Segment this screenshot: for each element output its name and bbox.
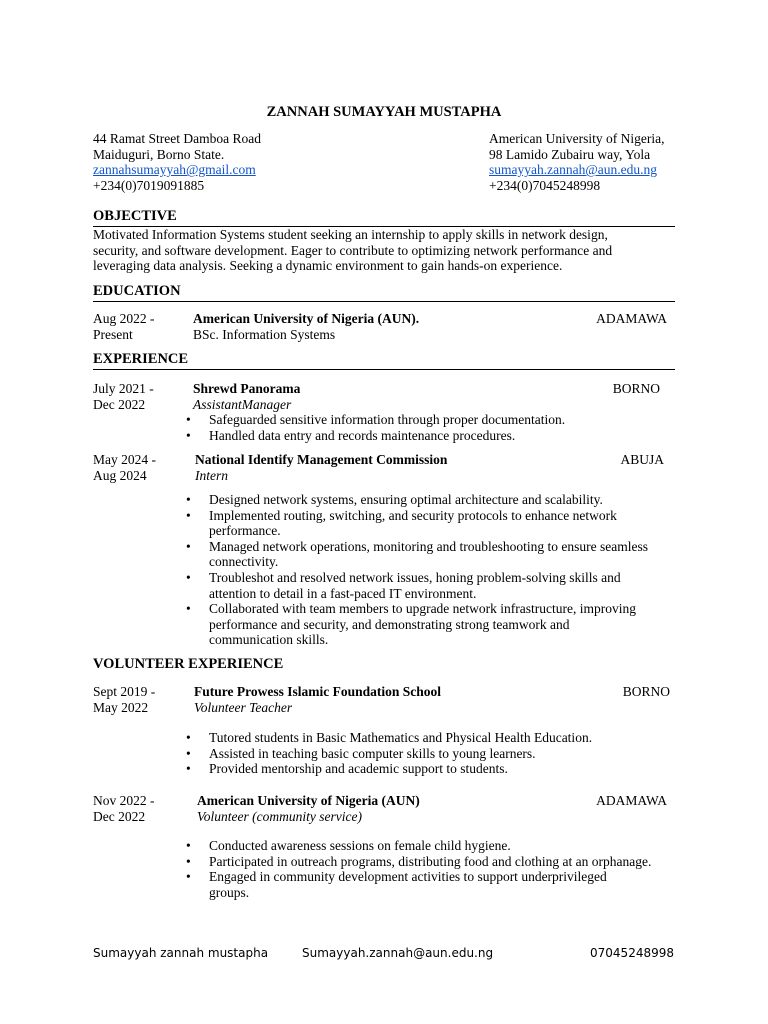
bullet-dot: • [186,601,191,617]
bullet-item: • Handled data entry and records maintenance procedures. [186,427,516,443]
bullet-dot: • [186,761,191,777]
education-location: ADAMAWA [596,311,667,326]
bullet-dot: • [186,569,191,585]
volunteer-location: ADAMAWA [596,793,667,808]
volunteer-date [93,793,188,824]
volunteer-heading: VOLUNTEER EXPERIENCE [93,656,284,672]
job-title: AssistantManager [193,397,292,412]
bullet-item: • Participated in outreach programs, distributing food and clothing at an orphanage. [186,853,652,869]
date-start: May 2024 - [93,452,156,467]
personal-phone: +234(0)7019091885 [93,177,205,193]
bullet-item: • Provided mentorship and academic support to students. [186,761,508,777]
date-start: Nov 2022 - [93,793,155,808]
footer-name: Sumayyah zannah mustapha [93,946,269,960]
job-date [93,452,188,483]
bullet-dot: • [186,412,191,427]
date-end: May 2022 [93,699,149,715]
school-email-link[interactable]: sumayyah.zannah@aun.edu.ng [489,162,658,178]
school-address-line1: American University of Nigeria, [489,131,665,146]
home-contact-block [93,131,261,193]
volunteer-organization: Future Prowess Islamic Foundation School [194,684,442,699]
date-end: Present [93,326,133,342]
bullet-dot: • [186,492,191,507]
bullet-item: • Assisted in teaching basic computer skills to young learners. [186,745,536,761]
date-end: Dec 2022 [93,396,146,412]
bullet-item: • Safeguarded sensitive information through proper documentation. [186,412,566,427]
volunteer-bullets [186,838,679,900]
volunteer-location: BORNO [622,684,670,699]
objective-line: security, and software development. Eager to contribute to optimizing network performance and [93,242,613,258]
education-degree: BSc. Information Systems [193,327,336,342]
bullet-item: • Engaged in community development activities to support underprivileged groups. [186,869,607,900]
bullet-dot: • [186,853,191,869]
footer-email: Sumayyah.zannah@aun.edu.ng [302,946,494,960]
bullet-dot: • [186,427,191,443]
bullet-item: • Managed network operations, monitoring and troubleshooting to ensure seamless connectivity. [186,538,649,570]
job-employer: Shrewd Panorama [193,381,301,396]
bullet-dot: • [186,507,191,523]
job-location: BORNO [612,381,660,396]
home-address-line2: Maiduguri, Borno State. [93,146,225,162]
objective-text [93,227,675,274]
job-title: Intern [195,468,228,483]
volunteer-organization: American University of Nigeria (AUN) [197,793,420,808]
job-location: ABUJA [620,452,664,467]
date-start: Aug 2022 - [93,311,155,326]
objective-heading: OBJECTIVE [93,209,675,227]
school-address-line2: 98 Lamido Zubairu way, Yola [489,146,651,162]
bullet-dot: • [186,538,191,554]
bullet-dot: • [186,745,191,761]
bullet-dot: • [186,838,191,853]
education-institution: American University of Nigeria (AUN). [193,311,420,326]
personal-email-link[interactable]: zannahsumayyah@gmail.com [93,162,256,178]
bullet-item: • Conducted awareness sessions on female child hygiene. [186,838,511,853]
bullet-item: • Troubleshot and resolved network issues, honing problem-solving skills and attention to detail in a fast-paced IT environment. [186,569,621,601]
experience-heading: EXPERIENCE [93,352,675,370]
school-contact-block [489,131,664,193]
resume-name: ZANNAH SUMAYYAH MUSTAPHA [266,104,502,120]
bullet-dot: • [186,730,191,745]
objective-line: leveraging data analysis. Seeking a dynamic environment to gain hands-on experience. [93,258,563,274]
volunteer-date [93,684,188,715]
bullet-item: • Designed network systems, ensuring optimal architecture and scalability. [186,492,603,507]
bullet-item: • Tutored students in Basic Mathematics and Physical Health Education. [186,730,593,745]
bullet-item: • Collaborated with team members to upgrade network infrastructure, improving performance and security, and demonstrating strong teamwork and communication skills. [186,601,637,648]
volunteer-role: Volunteer (community service) [197,809,362,824]
date-start: Sept 2019 - [93,684,156,699]
bullet-dot: • [186,869,191,885]
school-phone: +234(0)7045248998 [489,177,601,193]
bullet-item: • Implemented routing, switching, and security protocols to enhance network performance. [186,507,617,539]
job-bullets [186,412,679,443]
volunteer-bullets [186,730,679,777]
date-start: July 2021 - [93,381,154,396]
education-heading: EDUCATION [93,284,675,302]
volunteer-role: Volunteer Teacher [194,700,293,715]
education-date [93,311,188,342]
objective-line: Motivated Information Systems student seeking an internship to apply skills in network design, [93,227,608,242]
job-date [93,381,188,412]
footer-phone: 07045248998 [590,946,674,960]
date-end: Dec 2022 [93,808,146,824]
home-address-line1: 44 Ramat Street Damboa Road [93,131,261,146]
job-bullets [186,492,679,648]
date-end: Aug 2024 [93,467,147,483]
job-employer: National Identify Management Commission [195,452,448,467]
